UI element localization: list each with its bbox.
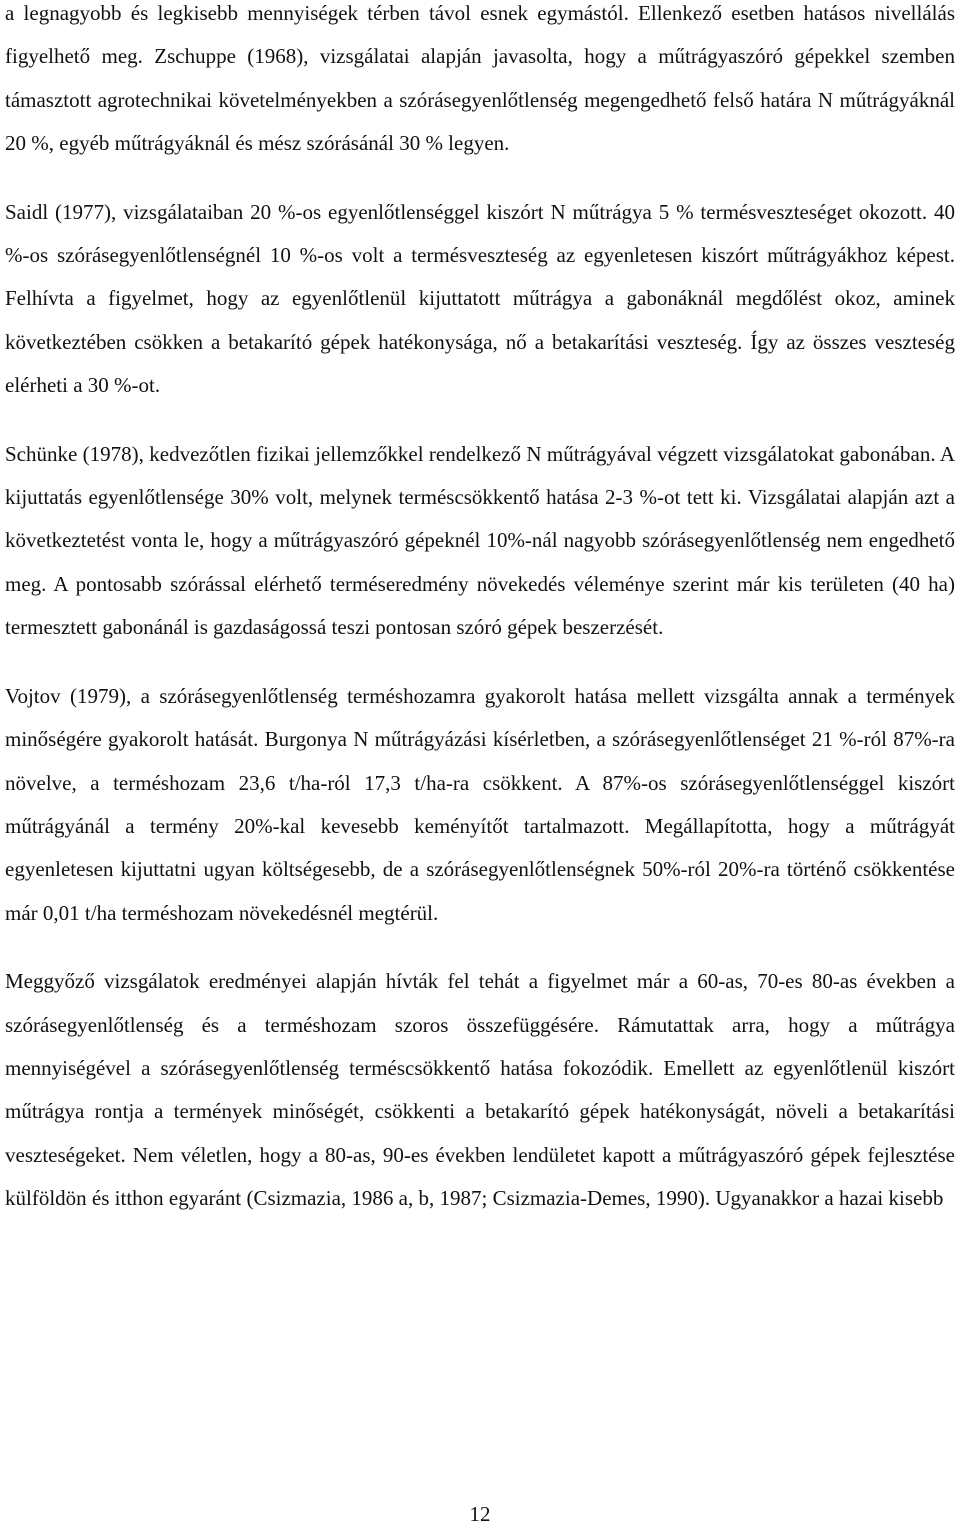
document-page (5, 0, 955, 1221)
page-number: 12 (469, 1502, 491, 1526)
paragraph-saidl: Saidl (1977), vizsgálataiban 20 %-os egyenlőtlenséggel kiszórt N műtrágya 5 % termésveszteséget okozott. 40 %-os szórásegyenlőtlenségnél 10 %-os volt a termésveszteség az egyenletesen kiszórt műtrágyákhoz képest. Felhívta a figyelmet, hogy az egyenlőtlenül kijuttatott műtrágya a gabonáknál megdőlést okoz, aminek következtében csökken a betakarító gépek hatékonysága, nő a betakarítási veszteség. Így az összes veszteség elérheti a 30 %-ot. (5, 199, 955, 398)
paragraph-vojtov: Vojtov (1979), a szórásegyenlőtlenség terméshozamra gyakorolt hatása mellett vizsgálta annak a termények minőségére gyakorolt hatását. Burgonya N műtrágyázási kísérletben, a szórásegyenlőtlenséget 21 %-ról 87%-ra növelve, a terméshozam 23,6 t/ha-ról 17,3 t/ha-ra csökkent. A 87%-os szórásegyenlőtlenséggel kiszórt műtrágyánál a termény 20%-kal kevesebb keményítőt tartalmazott. Megállapította, hogy a műtrágyát egyenletesen kijuttatni ugyan költségesebb, de a szórásegyenlőtlenségnek 50%-ról 20%-ra történő csökkentése már 0,01 t/ha terméshozam növekedésnél megtérül. (5, 683, 955, 925)
paragraph-schunke: Schünke (1978), kedvezőtlen fizikai jellemzőkkel rendelkező N műtrágyával végzett vizsgálatokat gabonában. A kijuttatás egyenlőtlensége 30% volt, melynek terméscsökkentő hatása 2-3 %-ot tett ki. Vizsgálatai alapján azt a következtetést vonta le, hogy a műtrágyaszóró gépeknél 10%-nál nagyobb szórásegyenlőtlenség nem engedhető meg. A pontosabb szórással elérhető terméseredmény növekedés véleménye szerint már kis területen (40 ha) termesztett gabonánál is gazdaságossá teszi pontosan szóró gépek beszerzését. (5, 441, 955, 640)
paragraph-zschuppe: a legnagyobb és legkisebb mennyiségek térben távol esnek egymástól. Ellenkező esetben hatásos nivellálás figyelhető meg. Zschuppe (1968), vizsgálatai alapján javasolta, hogy a műtrágyaszóró gépekkel szemben támasztott agrotechnikai követelményekben a szórásegyenlőtlenség megengedhető felső határa N műtrágyáknál 20 %, egyéb műtrágyáknál és mész szórásánál 30 % legyen. (5, 1, 955, 156)
paragraph-summary: Meggyőző vizsgálatok eredményei alapján hívták fel tehát a figyelmet már a 60-as, 70-es 80-as években a szórásegyenlőtlenség és a terméshozam szoros összefüggésére. Rámutattak arra, hogy a műtrágya mennyiségével a szórásegyenlőtlenség terméscsökkentő hatása fokozódik. Emellett az egyenlőtlenül kiszórt műtrágya rontja a termények minőségét, csökkenti a betakarító gépek hatékonyságát, növeli a betakarítási veszteségeket. Nem véletlen, hogy a 80-as, 90-es években lendületet kapott a műtrágyaszóró gépek fejlesztése külföldön és itthon egyaránt (Csizmazia, 1986 a, b, 1987; Csizmazia-Demes, 1990). Ugyanakkor a hazai kisebb (5, 969, 955, 1211)
